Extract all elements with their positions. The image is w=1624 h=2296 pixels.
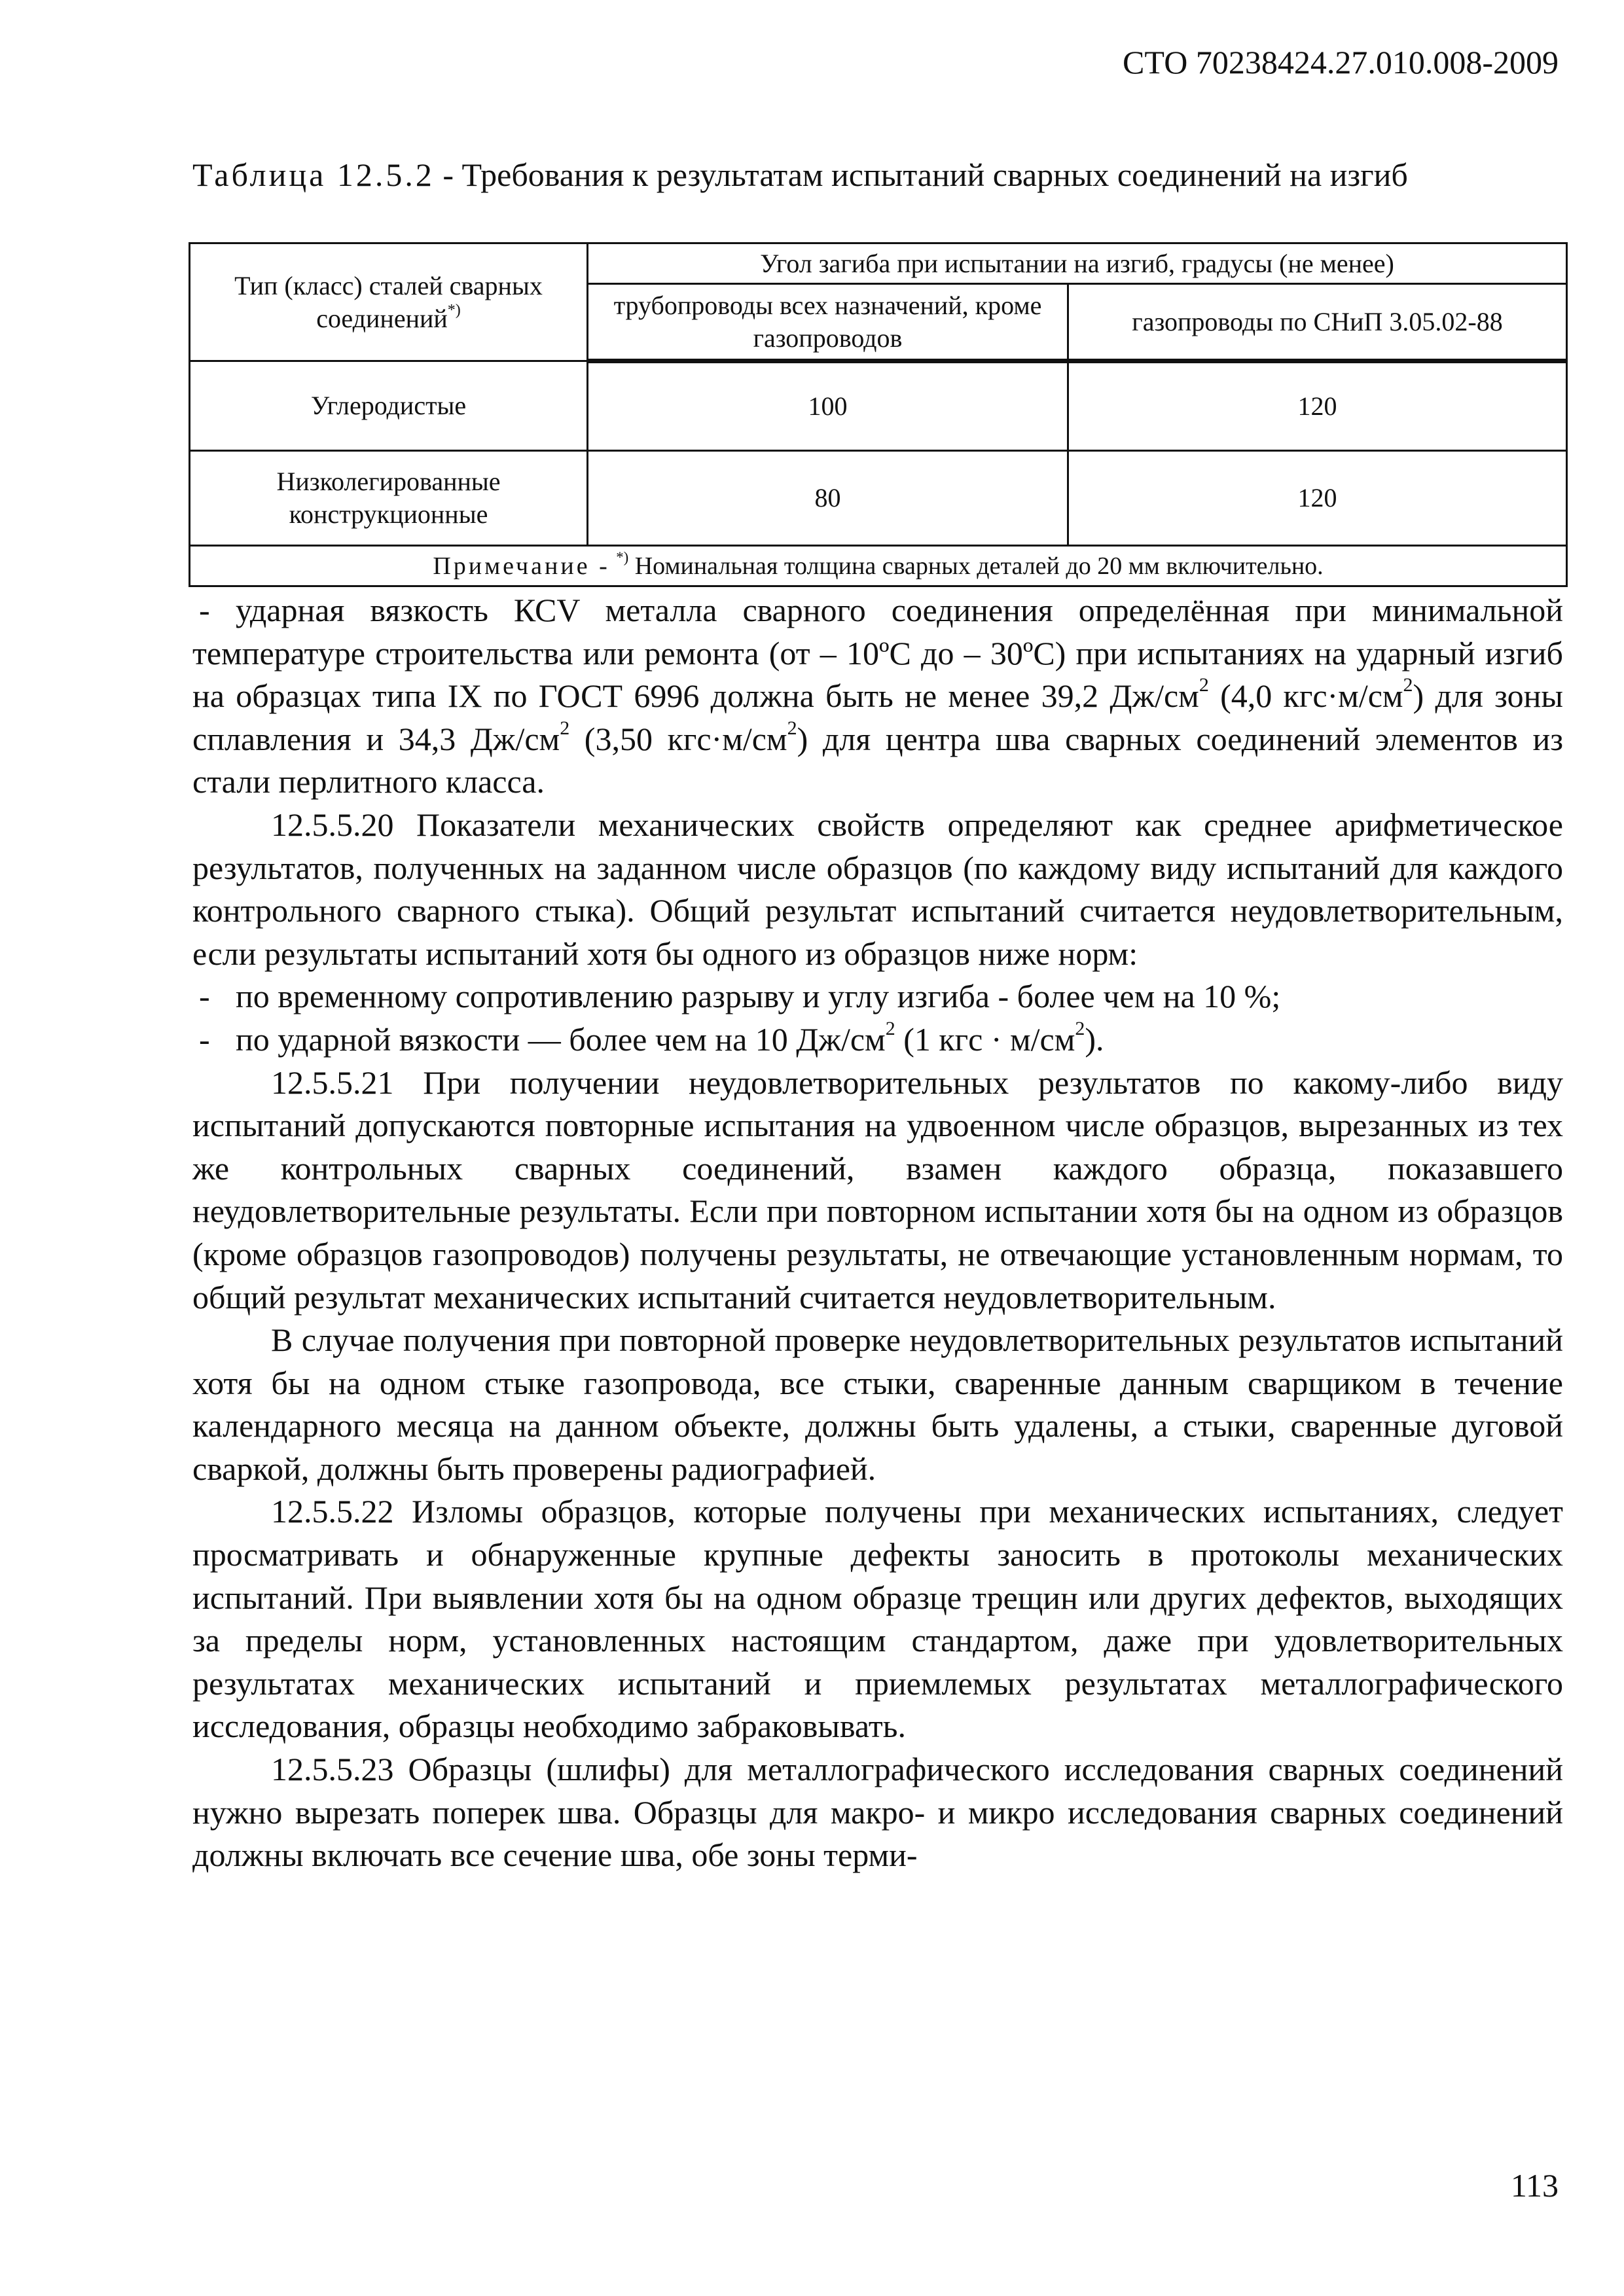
header-steel-type: Тип (класс) сталей сварных соединений*) xyxy=(190,243,588,361)
list-item: - по ударной вязкости — более чем на 10 $Дж/см^2$ (1 кгс · $м/см^2$). xyxy=(199,1017,1104,1058)
table-header-row xyxy=(190,243,1567,284)
cell-pipelines-angle: 80 xyxy=(588,451,1068,546)
table-row xyxy=(190,361,1567,451)
cell-gas-angle: 120 xyxy=(1068,361,1567,451)
bend-test-table xyxy=(189,242,1568,587)
cell-steel-type: Низколегированные конструкционные xyxy=(190,451,588,546)
list-item: - по временному сопротивлению разрыву и углу изгиба - более чем на 10 %; xyxy=(199,978,1281,1015)
paragraph-12-5-5-21: 12.5.5.21 При получении неудовлетворительных результатов по какому-либо виду испытаний допускаются повторные испытания на удвоенном числе образцов, вырезанных из тех же контрольных сварных соединений, взамен каждого образца, показавшего неудовлетворительные результаты. Если при повторном испытании хотя бы на одном из образцов (кроме образцов газопроводов) получены результаты, не отвечающие установленным нормам, то общий результат механических испытаний считается неудовлетворительным. xyxy=(192,1064,1563,1316)
paragraph-12-5-5-22: 12.5.5.22 Изломы образцов, которые получены при механических испытаниях, следует просматривать и обнаруженные крупные дефекты заносить в протоколы механических испытаний. При выявлении хотя бы на одном образце трещин или других дефектов, выходящих за пределы норм, установленных настоящим стандартом, даже при удовлетворительных результатах механических испытаний и приемлемых результатах металлографического исследования, образцы необходимо забраковывать. xyxy=(192,1493,1563,1745)
table-note-row xyxy=(190,546,1567,586)
cell-gas-angle: 120 xyxy=(1068,451,1567,546)
header-bend-angle: Угол загиба при испытании на изгиб, градусы (не менее) xyxy=(588,243,1567,284)
header-pipelines: трубопроводы всех назначений, кроме газопроводов xyxy=(588,284,1068,361)
table-caption-number: Таблица 12.5.2 xyxy=(192,156,435,193)
page-number: 113 xyxy=(1510,2167,1559,2204)
list-item: - ударная вязкость КСV металла сварного соединения определённая при минимальной температуре строительства или ремонта (от – 10ºС до – 30ºС) при испытаниях на ударный изгиб на образцах типа IX по ГОСТ 6996 должна быть не менее 39,2 $Дж/см^2$ (4,0 $кгс\cdot м/см^2$) для зоны сплавления и 34,3 $Дж/см^2$ (3,50 $кгс\cdot м/см^2$) для центра шва сварных соединений элементов из стали перлитного класса. xyxy=(192,592,1563,800)
document-code: СТО 70238424.27.010.008-2009 xyxy=(1123,44,1559,81)
body-text xyxy=(192,589,1563,1877)
table-caption xyxy=(192,154,1563,195)
table-row xyxy=(190,451,1567,546)
header-gas-pipelines: газопроводы по СНиП 3.05.02-88 xyxy=(1068,284,1567,361)
paragraph-12-5-5-23: 12.5.5.23 Образцы (шлифы) для металлографического исследования сварных соединений нужно вырезать поперек шва. Образцы для макро- и микро исследования сварных соединений должны включать все сечение шва, обе зоны терми- xyxy=(192,1751,1563,1874)
cell-pipelines-angle: 100 xyxy=(588,361,1068,451)
paragraph-12-5-5-20: 12.5.5.20 Показатели механических свойств определяют как среднее арифметическое результатов, полученных на заданном числе образцов (по каждому виду испытаний для каждого контрольного сварного стыка). Общий результат испытаний считается неудовлетворительным, если результаты испытаний хотя бы одного из образцов ниже норм: xyxy=(192,806,1563,972)
cell-steel-type: Углеродистые xyxy=(190,361,588,451)
paragraph-repeat-check: В случае получения при повторной проверке неудовлетворительных результатов испытаний хотя бы на одном стыке газопровода, все стыки, сваренные данным сварщиком в течение календарного месяца на данном объекте, должны быть удалены, а стыки, сваренные дуговой сваркой, должны быть проверены радиографией. xyxy=(192,1321,1563,1487)
table-note: Примечание - *) Номинальная толщина сварных деталей до 20 мм включительно. xyxy=(190,546,1567,586)
table-caption-title: - Требования к результатам испытаний сварных соединений на изгиб xyxy=(434,156,1408,193)
